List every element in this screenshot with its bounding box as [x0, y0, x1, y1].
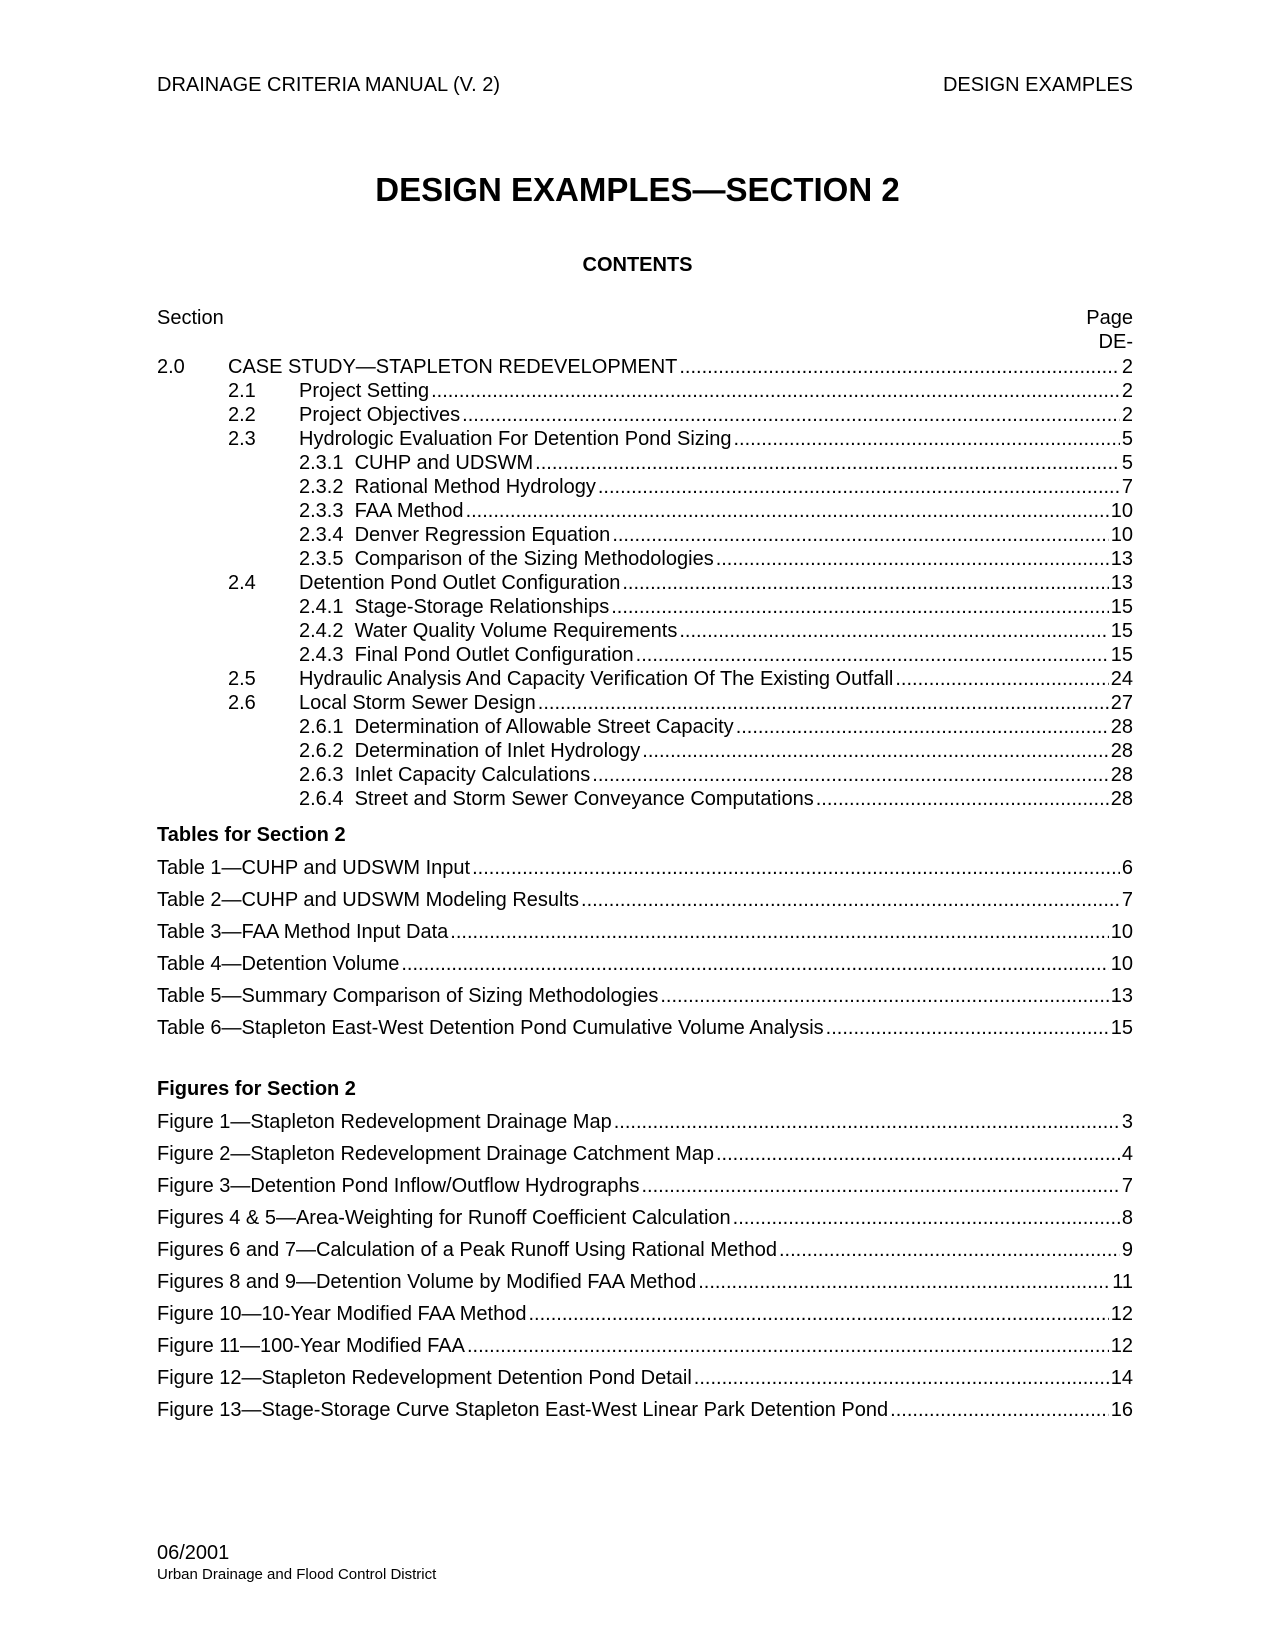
table-list-item-page: 10	[1110, 953, 1133, 975]
toc-entry[interactable]	[157, 379, 1133, 403]
figure-list-item[interactable]	[157, 1202, 1133, 1234]
dot-leader	[467, 1330, 1109, 1362]
table-list-item-page: 13	[1110, 985, 1133, 1007]
figure-list-item-page: 12	[1110, 1303, 1133, 1325]
dot-leader	[462, 403, 1120, 427]
toc-entry-title: 2.3.1 CUHP and UDSWM	[299, 452, 534, 474]
toc-entry-page: 15	[1110, 620, 1133, 642]
toc-entry-title: 2.3.3 FAA Method	[299, 500, 464, 522]
toc-entry-title: 2.6.3 Inlet Capacity Calculations	[299, 764, 591, 786]
dot-leader	[679, 355, 1120, 379]
figure-list-item-page: 7	[1121, 1175, 1133, 1197]
figure-list-item-title: Figure 13—Stage-Storage Curve Stapleton East-West Linear Park Detention Pond	[157, 1399, 889, 1421]
figure-list-item-page: 8	[1121, 1207, 1133, 1229]
dot-leader	[614, 1106, 1120, 1138]
toc-entry[interactable]	[157, 355, 1133, 379]
toc-entry-title: 2.3.4 Denver Regression Equation	[299, 524, 611, 546]
toc-entry-number: 2.1	[228, 380, 256, 402]
dot-leader	[450, 916, 1108, 948]
page-column-label	[1086, 306, 1133, 354]
toc-entry-title: Local Storm Sewer Design	[299, 692, 536, 714]
toc-entry-page: 13	[1110, 572, 1133, 594]
figure-list-item-page: 16	[1110, 1399, 1133, 1421]
toc-entry-page: 5	[1121, 452, 1133, 474]
dot-leader	[641, 1170, 1119, 1202]
toc-entry-title: 2.4.1 Stage-Storage Relationships	[299, 596, 610, 618]
toc-entry-page: 10	[1110, 524, 1133, 546]
figure-list-item-page: 9	[1121, 1239, 1133, 1261]
contents-heading: CONTENTS	[582, 254, 693, 276]
toc-entry-page: 15	[1110, 596, 1133, 618]
toc-entry-title: 2.3.2 Rational Method Hydrology	[299, 476, 596, 498]
table-list-item-page: 6	[1121, 857, 1133, 879]
dot-leader	[890, 1394, 1109, 1426]
toc-entry-number: 2.0	[157, 356, 185, 378]
toc-entry[interactable]	[157, 787, 1133, 811]
table-list-item[interactable]	[157, 916, 1133, 948]
dot-leader	[431, 379, 1120, 403]
dot-leader	[642, 739, 1108, 763]
figure-list-item-title: Figure 3—Detention Pond Inflow/Outflow Hydrographs	[157, 1175, 640, 1197]
figure-list-item[interactable]	[157, 1394, 1133, 1426]
toc-entry[interactable]	[157, 595, 1133, 619]
dot-leader	[636, 643, 1109, 667]
toc-entry[interactable]	[157, 715, 1133, 739]
toc-entry-page: 28	[1110, 788, 1133, 810]
dot-leader	[736, 715, 1109, 739]
tables-list	[157, 852, 1133, 1044]
toc-entry[interactable]	[157, 571, 1133, 595]
dot-leader	[895, 667, 1108, 691]
figure-list-item-title: Figures 6 and 7—Calculation of a Peak Runoff Using Rational Method	[157, 1239, 777, 1261]
running-header-left: DRAINAGE CRITERIA MANUAL (V. 2)	[157, 74, 501, 96]
toc-entry-title: Project Objectives	[299, 404, 461, 426]
toc-entry[interactable]	[157, 547, 1133, 571]
toc-entry-number: 2.3	[228, 428, 256, 450]
toc-entry-title: Hydrologic Evaluation For Detention Pond Sizing	[299, 428, 732, 450]
dot-leader	[679, 619, 1108, 643]
figure-list-item[interactable]	[157, 1138, 1133, 1170]
toc-entry[interactable]	[157, 403, 1133, 427]
table-list-item-page: 15	[1110, 1017, 1133, 1039]
toc-entry-page: 7	[1121, 476, 1133, 498]
table-list-item[interactable]	[157, 852, 1133, 884]
dot-leader	[816, 787, 1109, 811]
toc-entry[interactable]	[157, 427, 1133, 451]
figure-list-item-title: Figure 10—10-Year Modified FAA Method	[157, 1303, 527, 1325]
figure-list-item-title: Figure 1—Stapleton Redevelopment Drainage Map	[157, 1111, 612, 1133]
figure-list-item-title: Figures 4 & 5—Area-Weighting for Runoff Coefficient Calculation	[157, 1207, 731, 1229]
dot-leader	[592, 763, 1108, 787]
table-list-item-page: 10	[1110, 921, 1133, 943]
toc-entry[interactable]	[157, 763, 1133, 787]
toc-entry[interactable]	[157, 451, 1133, 475]
toc-entry[interactable]	[157, 499, 1133, 523]
figure-list-item-title: Figure 2—Stapleton Redevelopment Drainage Catchment Map	[157, 1143, 714, 1165]
dot-leader	[660, 980, 1108, 1012]
toc-entry[interactable]	[157, 523, 1133, 547]
figure-list-item-page: 14	[1110, 1367, 1133, 1389]
table-list-item[interactable]	[157, 1012, 1133, 1044]
figure-list-item-title: Figure 12—Stapleton Redevelopment Detention Pond Detail	[157, 1367, 692, 1389]
page-label: Page	[1086, 307, 1133, 329]
table-list-item-title: Table 6—Stapleton East-West Detention Pond Cumulative Volume Analysis	[157, 1017, 824, 1039]
toc-entry-page: 10	[1110, 500, 1133, 522]
dot-leader	[716, 547, 1109, 571]
dot-leader	[612, 523, 1108, 547]
figure-list-item-title: Figures 8 and 9—Detention Volume by Modified FAA Method	[157, 1271, 697, 1293]
table-list-item-title: Table 1—CUHP and UDSWM Input	[157, 857, 471, 879]
figure-list-item[interactable]	[157, 1362, 1133, 1394]
toc-entry-title: 2.6.4 Street and Storm Sewer Conveyance Computations	[299, 788, 814, 810]
dot-leader	[598, 475, 1120, 499]
dot-leader	[401, 948, 1108, 980]
toc-entry-page: 27	[1110, 692, 1133, 714]
toc-entry-number: 2.2	[228, 404, 256, 426]
toc-entry-page: 2	[1121, 404, 1133, 426]
figures-list	[157, 1106, 1133, 1426]
toc-entry[interactable]	[157, 691, 1133, 715]
table-list-item-title: Table 3—FAA Method Input Data	[157, 921, 449, 943]
toc-entry-page: 5	[1121, 428, 1133, 450]
toc-entry-title: 2.6.1 Determination of Allowable Street Capacity	[299, 716, 734, 738]
toc-entry-page: 28	[1110, 740, 1133, 762]
page-title: DESIGN EXAMPLES—SECTION 2	[375, 171, 900, 208]
footer-date: 06/2001	[157, 1542, 230, 1564]
toc-entry-number: 2.5	[228, 668, 256, 690]
figure-list-item[interactable]	[157, 1330, 1133, 1362]
table-list-item[interactable]	[157, 884, 1133, 916]
toc-entry-page: 13	[1110, 548, 1133, 570]
toc-entry-title: 2.4.3 Final Pond Outlet Configuration	[299, 644, 634, 666]
table-of-contents	[157, 355, 1133, 811]
tables-heading: Tables for Section 2	[157, 824, 346, 846]
running-header-right: DESIGN EXAMPLES	[942, 74, 1133, 96]
toc-entry-page: 28	[1110, 764, 1133, 786]
toc-entry-page: 2	[1121, 380, 1133, 402]
dot-leader	[733, 1202, 1120, 1234]
toc-entry[interactable]	[157, 667, 1133, 691]
dot-leader	[779, 1234, 1120, 1266]
footer-organization: Urban Drainage and Flood Control District	[157, 1566, 437, 1583]
toc-entry-number: 2.4	[228, 572, 256, 594]
dot-leader	[538, 691, 1109, 715]
figure-list-item[interactable]	[157, 1234, 1133, 1266]
figure-list-item-page: 4	[1121, 1143, 1133, 1165]
figure-list-item-page: 12	[1110, 1335, 1133, 1357]
figures-heading: Figures for Section 2	[157, 1078, 356, 1100]
toc-entry[interactable]	[157, 475, 1133, 499]
dot-leader	[694, 1362, 1109, 1394]
table-list-item-title: Table 5—Summary Comparison of Sizing Methodologies	[157, 985, 659, 1007]
table-list-item[interactable]	[157, 948, 1133, 980]
toc-entry-page: 15	[1110, 644, 1133, 666]
page-prefix-label: DE-	[1098, 331, 1133, 353]
toc-entry-title: Hydraulic Analysis And Capacity Verification Of The Existing Outfall	[299, 668, 894, 690]
table-list-item-title: Table 4—Detention Volume	[157, 953, 400, 975]
dot-leader	[733, 427, 1119, 451]
dot-leader	[611, 595, 1109, 619]
dot-leader	[466, 499, 1109, 523]
figure-list-item-page: 11	[1112, 1271, 1133, 1293]
toc-entry-title: Detention Pond Outlet Configuration	[299, 572, 621, 594]
table-list-item-page: 7	[1121, 889, 1133, 911]
toc-entry-title: 2.4.2 Water Quality Volume Requirements	[299, 620, 678, 642]
dot-leader	[716, 1138, 1120, 1170]
dot-leader	[698, 1266, 1110, 1298]
toc-entry-title: CASE STUDY—STAPLETON REDEVELOPMENT	[228, 356, 678, 378]
toc-entry-page: 2	[1121, 356, 1133, 378]
toc-entry[interactable]	[157, 619, 1133, 643]
dot-leader	[528, 1298, 1108, 1330]
toc-entry-title: 2.6.2 Determination of Inlet Hydrology	[299, 740, 641, 762]
figure-list-item[interactable]	[157, 1266, 1133, 1298]
section-column-label: Section	[157, 307, 224, 329]
dot-leader	[472, 852, 1120, 884]
toc-entry-page: 28	[1110, 716, 1133, 738]
dot-leader	[535, 451, 1120, 475]
dot-leader	[622, 571, 1108, 595]
dot-leader	[581, 884, 1120, 916]
figure-list-item[interactable]	[157, 1106, 1133, 1138]
figure-list-item[interactable]	[157, 1170, 1133, 1202]
dot-leader	[826, 1012, 1109, 1044]
table-list-item-title: Table 2—CUHP and UDSWM Modeling Results	[157, 889, 580, 911]
figure-list-item[interactable]	[157, 1298, 1133, 1330]
table-list-item[interactable]	[157, 980, 1133, 1012]
toc-entry-title: 2.3.5 Comparison of the Sizing Methodologies	[299, 548, 714, 570]
toc-entry[interactable]	[157, 643, 1133, 667]
toc-entry-page: 24	[1110, 668, 1133, 690]
toc-entry[interactable]	[157, 739, 1133, 763]
toc-entry-number: 2.6	[228, 692, 256, 714]
figure-list-item-title: Figure 11—100-Year Modified FAA	[157, 1335, 465, 1357]
toc-entry-title: Project Setting	[299, 380, 430, 402]
figure-list-item-page: 3	[1121, 1111, 1133, 1133]
